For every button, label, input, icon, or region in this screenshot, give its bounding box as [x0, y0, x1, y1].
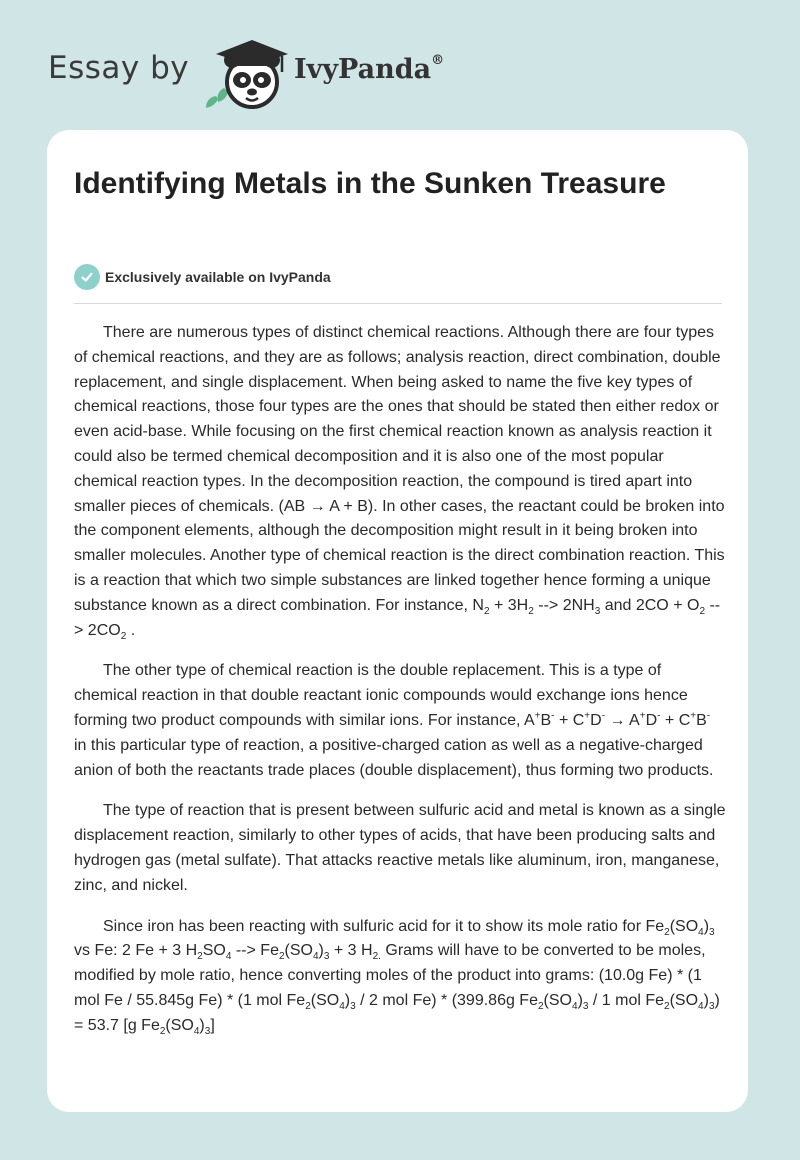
- panda-graduate-icon: [202, 36, 288, 112]
- exclusive-badge: [74, 264, 331, 290]
- paragraph: The type of reaction that is present between sulfuric acid and metal is known as a single displacement reaction, similarly to other types of acids, that have been producing salts and hydrogen gas (metal sulfate). That attacks reactive metals like aluminum, iron, manganese, zinc, and nickel.: [74, 802, 726, 894]
- check-icon: [74, 264, 100, 290]
- paragraph: There are numerous types of distinct chemical reactions. Although there are four types of chemical reactions, and they are as follows; analysis reaction, direct combination, double replacement, and single displacement. When being asked to name the five key types of chemical reactions, those four types are the ones that should be stated then either redox or even acid-base. While focusing on the first chemical reaction known as analysis reaction it could also be termed chemical decomposition and it is also one of the most popular chemical reaction types. In the decomposition reaction, the compound is tired apart into smaller pieces of chemicals. (AB → A + B). In other cases, the reactant could be broken into the component elements, although the decomposition might result in it being broken into smaller molecules. Another type of chemical reaction is the direct combination reaction. This is a reaction that which two simple substances are linked together hence forming a unique substance known as a direct combination. For instance, $N_2 + 3H_2$ --> $2NH_3$ and $2CO + O_2$ --> $2CO_2$ .: [74, 324, 725, 642]
- paragraph: The other type of chemical reaction is the double replacement. This is a type of chemical reaction in that double reactant ionic compounds would exchange ions hence forming two product compounds with similar ions. For instance, A+B- + C+D- → A+D- + C+B- in this particular type of reaction, a positive-charged cation as well as a negative-charged anion of both the reactants trade places (double displacement), thus forming two products.: [74, 662, 714, 779]
- divider: [74, 303, 722, 304]
- essay-by-label: Essay by: [48, 50, 190, 86]
- essay-body: [74, 321, 726, 1055]
- page-title: Identifying Metals in the Sunken Treasure: [74, 167, 666, 200]
- paragraph: Since iron has been reacting with sulfuric acid for it to show its mole ratio for $Fe_2(SO_4)_3$ vs Fe: 2 Fe + 3 $H_2SO_4$ --> $Fe_2(SO_4)_3 + 3$ $H_{2.}$ Grams will have to be converted to be moles, modified by mole ratio, hence converting moles of the product into grams: (10.0g Fe) * (1 mol Fe / 55.845g Fe) * (1 mol $Fe_2(SO_4)_3 / 2$ mol Fe) * (399.86g $Fe_2(SO_4)_3 / 1$ mol $Fe_2(SO_4)_3) = 53.7$ [g $Fe_2(SO_4)_3$]: [74, 917, 720, 1037]
- site-header: [48, 36, 748, 116]
- badge-label: Exclusively available on IvyPanda: [105, 269, 331, 285]
- essay-card: [47, 130, 748, 1112]
- brand-name[interactable]: IvyPanda®: [294, 53, 445, 85]
